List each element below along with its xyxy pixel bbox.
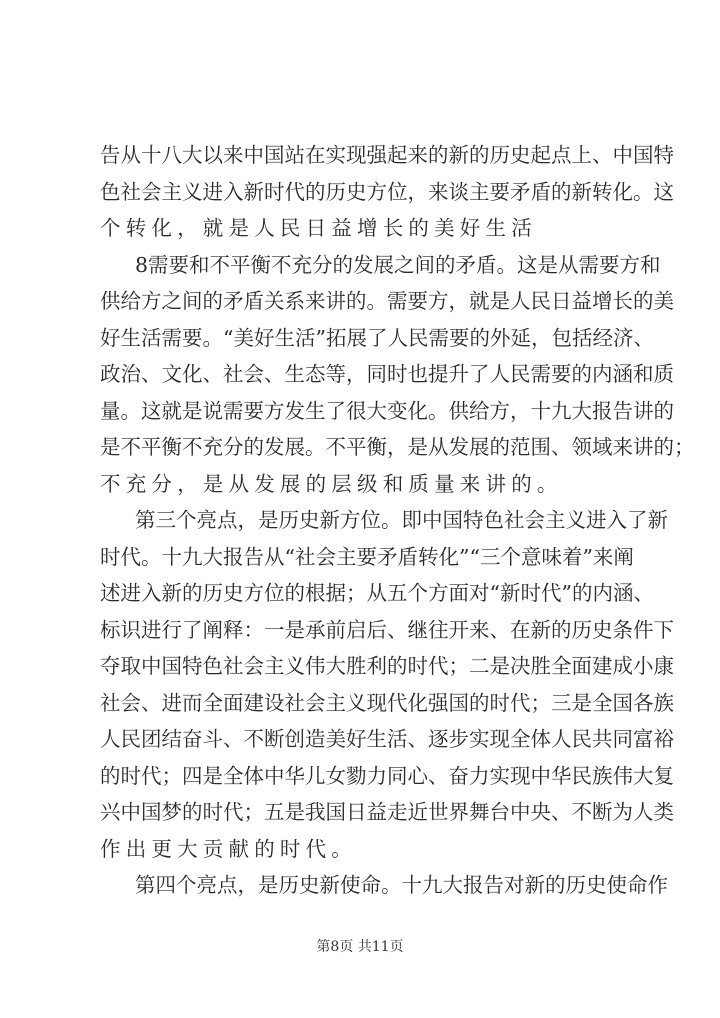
- text-line: 兴中国梦的时代；五是我国日益走近世界舞台中央、不断为人类: [100, 800, 674, 824]
- text-line: 个转化，就是人民日益增长的美好生活: [100, 216, 537, 240]
- paragraph-3: [100, 502, 674, 867]
- text-line: 标识进行了阐释：一是承前启后、继往开来、在新的历史条件下: [100, 617, 674, 642]
- text-line: 社会、进而全面建设社会主义现代化强国的时代；三是全国各族: [100, 690, 674, 715]
- text-line: 供给方之间的矛盾关系来讲的。需要方，就是人民日益增长的美: [100, 289, 674, 313]
- text-line: 是不平衡不充分的发展。不平衡，是从发展的范围、领域来讲的；: [100, 435, 695, 459]
- text-line: 第三个亮点，是历史新方位。即中国特色社会主义进入了新: [135, 508, 668, 532]
- text-line: 政治、文化、社会、生态等，同时也提升了人民需要的内涵和质: [100, 362, 674, 386]
- text-line: 8需要和不平衡不充分的发展之间的矛盾。这是从需要方和: [135, 252, 661, 277]
- text-line: 夺取中国特色社会主义伟大胜利的时代；二是决胜全面建成小康: [100, 654, 674, 678]
- page-number-footer: 第8页 共11页: [316, 939, 404, 955]
- paragraph-2: [100, 247, 695, 503]
- text-line: 不充分，是从发展的层级和质量来讲的。: [100, 471, 563, 496]
- text-line: 的时代；四是全体中华儿女勠力同心、奋力实现中华民族伟大复: [100, 763, 674, 788]
- text-line: 时代。十九大报告从“社会主要矛盾转化”“三个意味着”来阐: [100, 544, 634, 569]
- text-line: 量。这就是说需要方发生了很大变化。供给方，十九大报告讲的: [100, 398, 674, 423]
- paragraph-1: [100, 137, 674, 247]
- paragraph-4: [100, 867, 668, 904]
- text-line: 色社会主义进入新时代的历史方位，来谈主要矛盾的新转化。这: [100, 179, 674, 204]
- body-text: [100, 137, 695, 904]
- text-line: 作出更大贡献的时代。: [100, 836, 357, 861]
- text-line: 述进入新的历史方位的根据；从五个方面对“新时代”的内涵、: [100, 581, 654, 605]
- text-line: 第四个亮点，是历史新使命。十九大报告对新的历史使命作: [135, 873, 668, 897]
- text-line: 好生活需要。“美好生活”拓展了人民需要的外延，包括经济、: [100, 325, 654, 350]
- text-line: 告从十八大以来中国站在实现强起来的新的历史起点上、中国特: [100, 143, 674, 167]
- text-line: 人民团结奋斗、不断创造美好生活、逐步实现全体人民共同富裕: [100, 727, 674, 751]
